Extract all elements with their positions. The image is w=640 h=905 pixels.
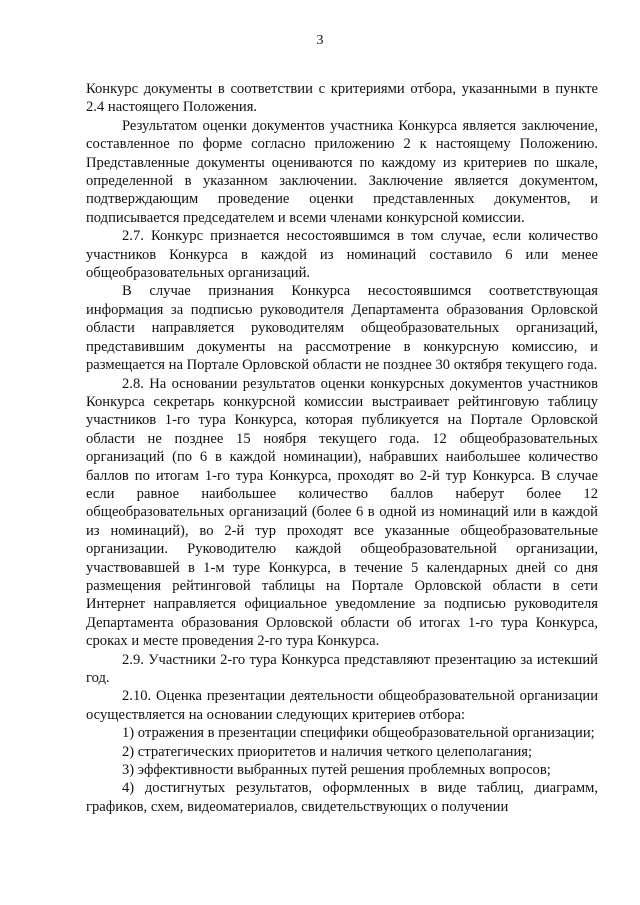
criteria-item-1: 1) отражения в презентации специфики общеобразовательной организации;: [122, 725, 595, 742]
paragraph-failed-contest: В случае признания Конкурса несостоявшимся соответствующая информация за подписью руководителя Департамента образования Орловской области направляется руководителям общеобразовательных организаций, представившим документы на рассмотрение в конкурсную комиссию, и размещается на Портале Орловской области не позднее 30 октября текущего года.: [86, 283, 598, 374]
paragraph-2-9: 2.9. Участники 2-го тура Конкурса представляют презентацию за истекший год.: [86, 651, 598, 686]
page-number: 3: [316, 33, 324, 48]
paragraph-evaluation-result: Результатом оценки документов участника Конкурса является заключение, составленное по форме согласно приложению 2 к настоящему Положению. Представленные документы оцениваются по каждому из критериев по шкале, определенной в указанном заключении. Заключение является документом, подтверждающим проведение оценки представленных документов, и подписывается председателем и всеми членами конкурсной комиссии.: [86, 117, 598, 226]
document-body: [86, 80, 598, 816]
criteria-item-2: 2) стратегических приоритетов и наличия четкого целеполагания;: [122, 743, 533, 760]
paragraph-2-8: 2.8. На основании результатов оценки конкурсных документов участников Конкурса секретарь конкурсной комиссии выстраивает рейтинговую таблицу участников 1-го тура Конкурса, которая публикуется на Портале Орловской области не позднее 15 ноября текущего года. 12 общеобразовательных организаций (по 6 в каждой номинации), набравших наибольшее количество баллов по итогам 1-го тура Конкурса, проходят во 2-й тур Конкурса. В случае если равное наибольшее количество баллов наберут более 12 общеобразовательных организаций (более 6 в одной из номинаций или в каждой из номинаций), во 2-й тур проходят все указанные общеобразовательные организации. Руководителю каждой общеобразовательной организации, участвовавшей в 1-м туре Конкурса, в течение 5 календарных дней со дня размещения рейтинговой таблицы на Портале Орловской области в сети Интернет направляется официальное уведомление за подписью руководителя Департамента образования Орловской области об итогах 1-го тура Конкурса, сроках и месте проведения 2-го тура Конкурса.: [86, 375, 598, 650]
paragraph-continuation: Конкурс документы в соответствии с критериями отбора, указанными в пункте 2.4 настоящего Положения.: [86, 81, 598, 116]
paragraph-2-10: 2.10. Оценка презентации деятельности общеобразовательной организации осуществляется на основании следующих критериев отбора:: [86, 688, 598, 723]
paragraph-2-7: 2.7. Конкурс признается несостоявшимся в том случае, если количество участников Конкурса в каждой из номинаций составило 6 или менее общеобразовательных организаций.: [86, 228, 598, 282]
criteria-item-3: 3) эффективности выбранных путей решения проблемных вопросов;: [122, 762, 551, 779]
criteria-item-4: 4) достигнутых результатов, оформленных в виде таблиц, диаграмм, графиков, схем, видеоматериалов, свидетельствующих о получении: [86, 780, 598, 815]
